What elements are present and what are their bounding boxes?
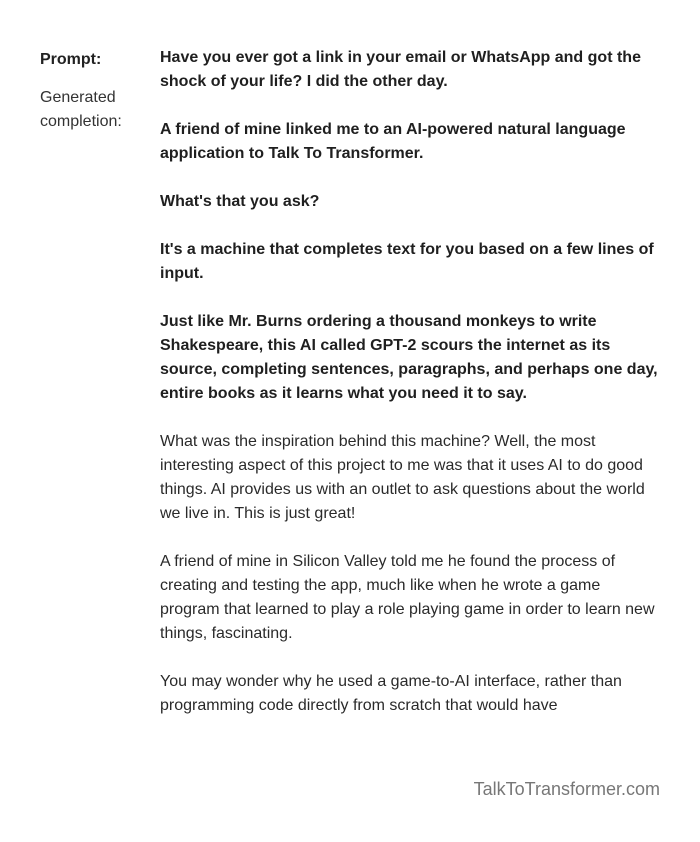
completion-label: Generated completion:	[40, 89, 122, 130]
completion-paragraph: You may wonder why he used a game-to-AI interface, rather than programming code directly from scratch that would have	[160, 673, 622, 714]
prompt-paragraph: What's that you ask?	[160, 193, 320, 210]
labels-column	[40, 46, 160, 718]
document-body	[40, 46, 660, 718]
completion-paragraph: What was the inspiration behind this machine? Well, the most interesting aspect of this project to me was that it uses AI to do good things. AI provides us with an outlet to ask questions about the world we live in. This is just great!	[160, 433, 645, 522]
prompt-label: Prompt:	[40, 51, 102, 68]
prompt-paragraph: A friend of mine linked me to an AI-powered natural language application to Talk To Transformer.	[160, 121, 626, 162]
prompt-paragraph: Just like Mr. Burns ordering a thousand monkeys to write Shakespeare, this AI called GPT-2 scours the internet as its source, completing sentences, paragraphs, and perhaps one day, entire books as it learns what you need it to say.	[160, 313, 658, 402]
prompt-paragraph: Have you ever got a link in your email or WhatsApp and got the shock of your life? I did the other day.	[160, 49, 641, 90]
prompt-paragraph: It's a machine that completes text for you based on a few lines of input.	[160, 241, 654, 282]
brand-watermark: TalkToTransformer.com	[473, 779, 660, 799]
text-column	[160, 46, 660, 718]
completion-paragraph: A friend of mine in Silicon Valley told me he found the process of creating and testing the app, much like when he wrote a game program that learned to play a role playing game in order to learn new things, fascinating.	[160, 553, 655, 642]
